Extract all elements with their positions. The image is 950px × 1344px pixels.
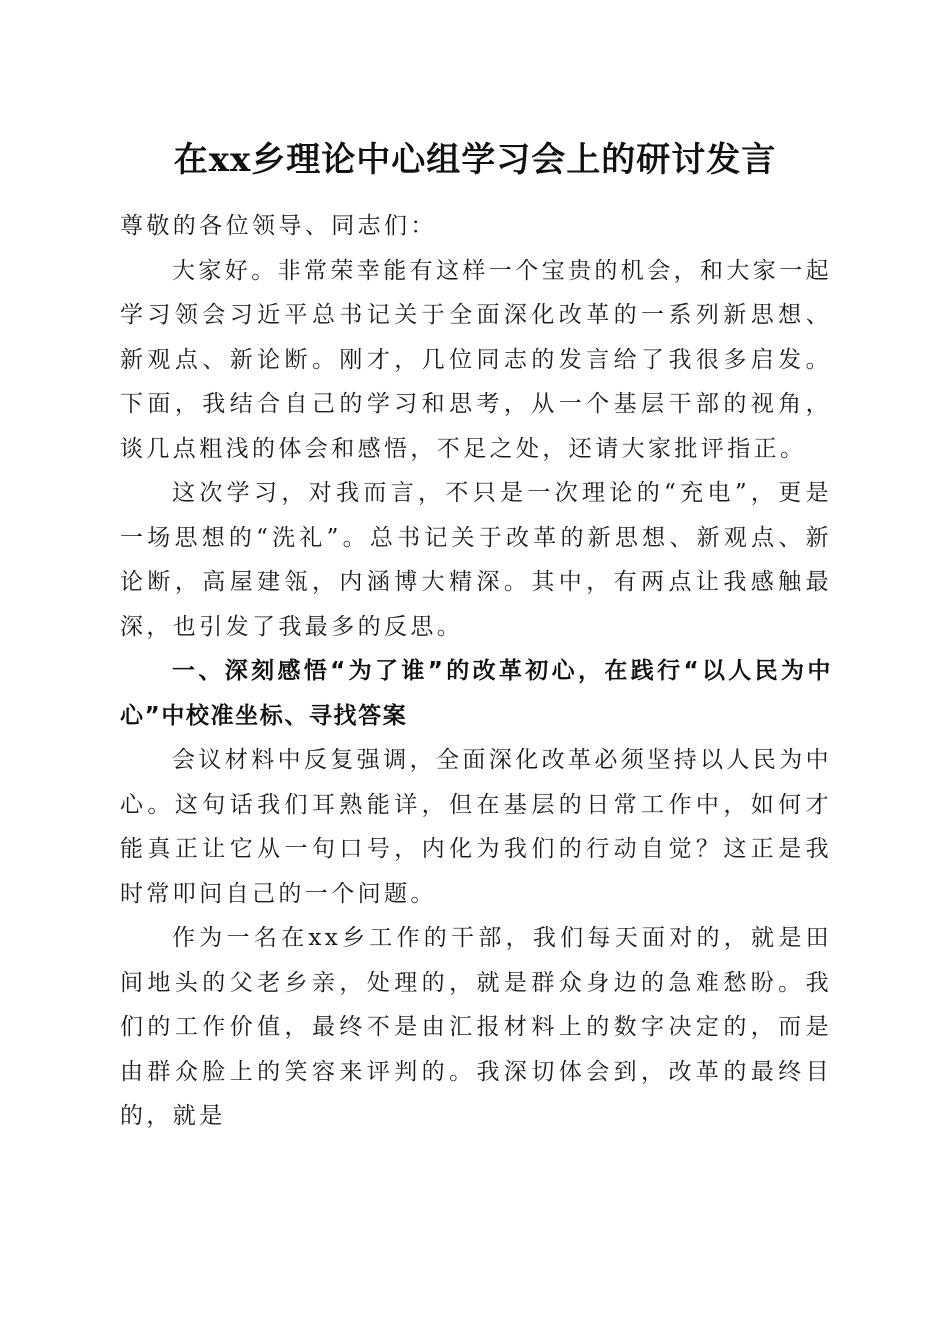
section-1-paragraph-1: 会议材料中反复强调，全面深化改革必须坚持以人民为中心。这句话我们耳熟能详，但在基层的日常工作中，如何才能真正让它从一句口号，内化为我们的行动自觉？这正是我时常叩问自己的一个问题。 — [120, 747, 832, 907]
salutation: 尊敬的各位领导、同志们： — [120, 213, 437, 239]
paragraph-intro: 大家好。非常荣幸能有这样一个宝贵的机会，和大家一起学习领会习近平总书记关于全面深化改革的一系列新思想、新观点、新论断。刚才，几位同志的发言给了我很多启发。下面，我结合自己的学习和思考，从一个基层干部的视角，谈几点粗浅的体会和感悟，不足之处，还请大家批评指正。 — [120, 257, 832, 462]
section-1-paragraph-2: 作为一名在xx乡工作的干部，我们每天面对的，就是田间地头的父老乡亲，处理的，就是群众身边的急难愁盼。我们的工作价值，最终不是由汇报材料上的数字决定的，而是由群众脸上的笑容来评判的。我深切体会到，改革的最终目的，就是 — [120, 925, 832, 1129]
paragraph-learning-reflection: 这次学习，对我而言，不只是一次理论的“充电”，更是一场思想的“洗礼”。总书记关于改革的新思想、新观点、新论断，高屋建瓴，内涵博大精深。其中，有两点让我感触最深，也引发了我最多的反思。 — [120, 480, 832, 640]
document-title: 在xx乡理论中心组学习会上的研讨发言 — [173, 140, 777, 180]
section-heading-1: 一、深刻感悟“为了谁”的改革初心，在践行“以人民为中心”中校准坐标、寻找答案 — [120, 658, 832, 729]
document-body — [120, 204, 832, 1139]
